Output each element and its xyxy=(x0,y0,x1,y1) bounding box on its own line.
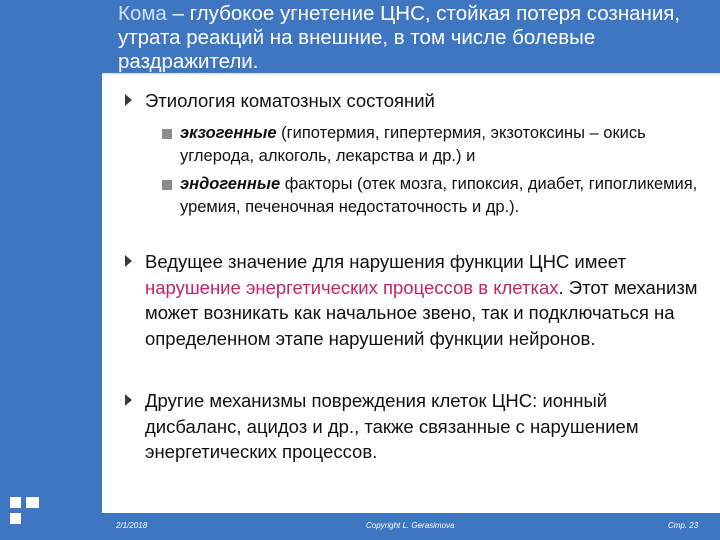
left-sidebar-bar xyxy=(0,0,102,540)
bullet-arrow-icon xyxy=(125,255,132,267)
bullet-arrow-icon xyxy=(125,94,132,106)
endogenous-text: факторы (отек мозга, гипоксия, диабет, гипогликемия, уремия, печеночная недостаточность и др.). xyxy=(180,175,698,216)
footer-page-number: Стр. 23 xyxy=(668,521,699,530)
logo-square-icon xyxy=(10,513,21,524)
point2-highlight: нарушение энергетических процессов в клетках xyxy=(145,276,559,298)
etiology-heading: Этиология коматозных состояний xyxy=(145,90,435,111)
exogenous-term: экзогенные xyxy=(180,124,277,142)
point-other-mechanisms: Другие механизмы повреждения клеток ЦНС: ионный дисбаланс, ацидоз и др., также связанные с нарушением энергетических процессов. xyxy=(145,390,639,462)
slide-title xyxy=(118,2,714,74)
footer-copyright: Copyright L. Gerasimova xyxy=(366,521,455,530)
exogenous-text: (гипотермия, гипертермия, экзотоксины – окись углерода, алкоголь, лекарства и др.) и xyxy=(180,124,646,165)
title-keyword: Кома xyxy=(118,2,167,25)
point2-after: . Этот механизм может возникать как начальное звено, так и подключаться на определенном этапе нарушений функции нейронов. xyxy=(145,276,698,349)
footer-bar xyxy=(102,513,720,540)
slide-body xyxy=(102,78,720,513)
endogenous-factors xyxy=(180,173,700,218)
point-energy-disruption xyxy=(145,249,717,351)
endogenous-term: эндогенные xyxy=(180,175,281,193)
bullet-arrow-icon xyxy=(125,394,132,406)
footer-date: 2/1/2018 xyxy=(116,521,148,530)
square-bullet-icon xyxy=(162,129,172,139)
square-bullet-icon xyxy=(162,180,172,190)
point2-before: Ведущее значение для нарушения функции ЦНС имеет xyxy=(145,251,626,272)
exogenous-factors xyxy=(180,122,700,167)
title-definition: – глубокое угнетение ЦНС, стойкая потеря сознания, утрата реакций на внешние, в том числе болевые раздражители. xyxy=(118,2,681,73)
logo-square-icon xyxy=(10,497,21,508)
logo-square-icon xyxy=(26,497,39,508)
